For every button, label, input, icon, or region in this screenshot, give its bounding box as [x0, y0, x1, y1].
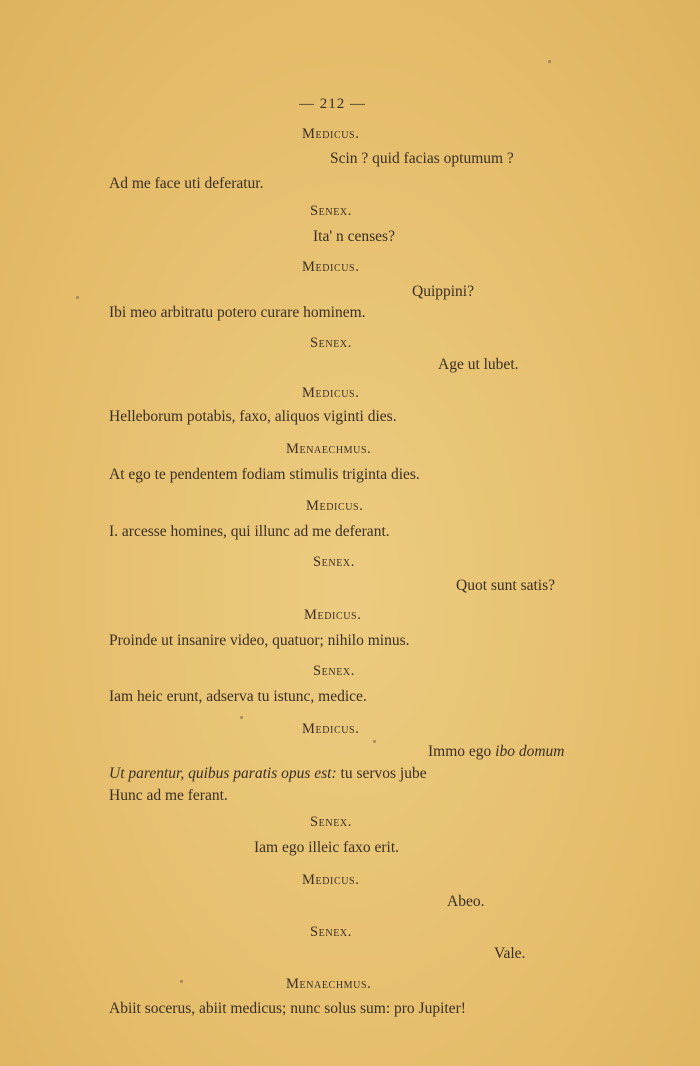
verse-line: Quippini? [412, 283, 474, 300]
speaker-menaechmus: Menaechmus. [286, 976, 372, 992]
speaker-senex: Senex. [313, 663, 355, 679]
paper-speck [240, 716, 243, 719]
paper-speck [76, 296, 79, 299]
verse-line: Iam heic erunt, adserva tu istunc, medice. [109, 688, 367, 705]
speaker-senex: Senex. [313, 554, 355, 570]
verse-line: Abiit socerus, abiit medicus; nunc solus sum: pro Jupiter! [109, 1000, 466, 1017]
verse-line: Ibi meo arbitratu potero curare hominem. [109, 304, 366, 321]
speaker-senex: Senex. [310, 203, 352, 219]
verse-line: At ego te pendentem fodiam stimulis triginta dies. [109, 466, 420, 483]
verse-italic: ibo domum [495, 743, 565, 760]
page-number: — 212 — [299, 96, 366, 112]
paper-speck [373, 740, 376, 743]
verse-line: Vale. [494, 945, 526, 962]
paper-speck [180, 980, 183, 983]
speaker-medicus: Medicus. [302, 721, 360, 737]
verse-line [428, 743, 564, 761]
verse-line: Quot sunt satis? [456, 577, 556, 594]
verse-line: I. arcesse homines, qui illunc ad me deferant. [109, 523, 390, 540]
speaker-medicus: Medicus. [302, 126, 360, 142]
speaker-medicus: Medicus. [302, 872, 360, 888]
speaker-medicus: Medicus. [302, 385, 360, 401]
speaker-medicus: Medicus. [302, 259, 360, 275]
speaker-senex: Senex. [310, 814, 352, 830]
speaker-medicus: Medicus. [304, 607, 362, 623]
verse-line: Ita' n censes? [313, 228, 395, 245]
verse-italic: Ut parentur, quibus paratis opus est: [109, 765, 337, 782]
verse-plain: Immo ego [428, 743, 496, 760]
verse-line: Age ut lubet. [438, 356, 519, 373]
speaker-senex: Senex. [310, 924, 352, 940]
verse-line: Iam ego illeic faxo erit. [254, 839, 400, 856]
verse-line: Proinde ut insanire video, quatuor; nihilo minus. [109, 632, 410, 649]
verse-line: Ad me face uti deferatur. [109, 175, 264, 192]
verse-line: Abeo. [447, 893, 485, 910]
verse-line: Hunc ad me ferant. [109, 787, 228, 804]
verse-plain: tu servos jube [336, 765, 427, 782]
speaker-medicus: Medicus. [306, 498, 364, 514]
paper-speck [548, 60, 551, 63]
verse-line: Scin ? quid facias optumum ? [330, 150, 514, 167]
speaker-menaechmus: Menaechmus. [286, 441, 372, 457]
verse-line [109, 765, 427, 783]
verse-line: Helleborum potabis, faxo, aliquos viginti dies. [109, 408, 397, 425]
speaker-senex: Senex. [310, 335, 352, 351]
